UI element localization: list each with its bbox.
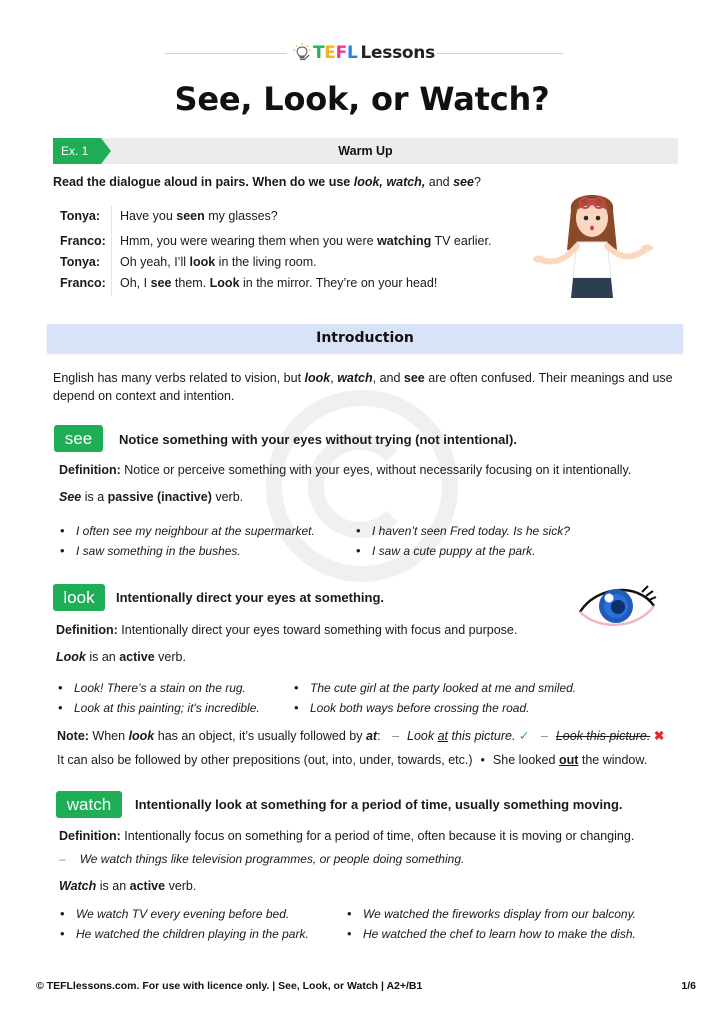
example-item: • The cute girl at the party looked at me and smiled.: [290, 678, 576, 698]
instruction-text: ?: [473, 175, 481, 189]
verb-heading-watch: Intentionally look at something for a period of time, usually something moving.: [135, 797, 623, 812]
line-text: Oh, I see them. Look in the mirror. They’re on your head!: [120, 276, 438, 290]
examples-watch-left: [56, 904, 309, 944]
example-item: • Look! There’s a stain on the rug.: [54, 678, 260, 698]
example-item: • We watch TV every evening before bed.: [56, 904, 309, 924]
exercise-title: Warm Up: [338, 144, 393, 158]
example-item: • I haven’t seen Fred today. Is he sick?: [352, 521, 570, 541]
instruction-text: and: [425, 175, 454, 189]
speaker: Franco:: [60, 234, 106, 248]
example-item: • I saw something in the bushes.: [56, 541, 315, 561]
line-text: Hmm, you were wearing them when you were watching TV earlier.: [120, 234, 492, 248]
note-prepositions: It can also be followed by other prepositions (out, into, under, towards, etc.) • She looked out the window.: [57, 753, 648, 767]
examples-look-right: [290, 678, 576, 718]
verb-type-watch: Watch is an active verb.: [59, 879, 197, 893]
page-number: 1/6: [681, 980, 696, 992]
logo-letter: T: [313, 43, 325, 63]
logo-header: [165, 42, 563, 64]
verb-badge-see: see: [54, 425, 103, 452]
example-item: • He watched the chef to learn how to make the dish.: [343, 924, 636, 944]
exercise-instruction: [53, 175, 481, 189]
example-item: • I saw a cute puppy at the park.: [352, 541, 570, 561]
line-text: Have you seen my glasses?: [120, 209, 278, 223]
logo-word: Lessons: [360, 43, 435, 63]
verb-type-see: See is a passive (inactive) verb.: [59, 490, 244, 504]
exercise-tag: Ex. 1: [53, 138, 101, 164]
note-look-at: Note: When look has an object, it’s usually followed by at: – Look at this picture. ✓ – Look this picture. ✖: [57, 729, 665, 743]
verb-badge-look: look: [53, 584, 105, 611]
footer-copyright: © TEFLlessons.com. For use with licence only. | See, Look, or Watch | A2+/B1: [36, 980, 423, 992]
definition-watch-sub: – We watch things like television programmes, or people doing something.: [59, 852, 465, 866]
cross-icon: ✖: [653, 729, 665, 743]
speaker: Tonya:: [60, 255, 101, 269]
tefl-lessons-logo: [293, 42, 435, 64]
line-text: Oh yeah, I’ll look in the living room.: [120, 255, 317, 269]
examples-see-right: [352, 521, 570, 561]
examples-see-left: [56, 521, 315, 561]
verb-heading-look: Intentionally direct your eyes at something.: [116, 590, 385, 605]
speaker: Franco:: [60, 276, 106, 290]
examples-look-left: [54, 678, 260, 718]
introduction-text: English has many verbs related to vision, but look, watch, and see are often confused. Their meanings and use depend on context and intention.: [53, 371, 673, 403]
example-item: • Look both ways before crossing the road.: [290, 698, 576, 718]
exercise-header: [53, 138, 678, 164]
instruction-word: see: [453, 175, 474, 189]
definition-look: Definition: Intentionally direct your eyes toward something with focus and purpose.: [56, 623, 518, 637]
speaker: Tonya:: [60, 209, 101, 223]
lightbulb-icon: [293, 43, 311, 63]
logo-letter: F: [335, 43, 347, 63]
verb-badge-watch: watch: [56, 791, 122, 818]
example-item: • I often see my neighbour at the supermarket.: [56, 521, 315, 541]
instruction-word: look,: [353, 175, 383, 189]
instruction-word: watch,: [386, 175, 426, 189]
logo-letter: E: [324, 43, 336, 63]
divider: [165, 53, 287, 54]
divider: [111, 206, 112, 296]
instruction-text: Read the dialogue aloud in pairs. When do we use: [53, 175, 354, 189]
example-item: • Look at this painting; it's incredible.: [54, 698, 260, 718]
eye-illustration: [576, 580, 658, 630]
girl-shrugging-illustration: [527, 180, 657, 298]
examples-watch-right: [343, 904, 636, 944]
verb-heading-see: Notice something with your eyes without trying (not intentional).: [119, 432, 517, 447]
example-item: • He watched the children playing in the park.: [56, 924, 309, 944]
definition-watch: Definition: Intentionally focus on something for a period of time, often because it is moving or changing.: [59, 829, 635, 843]
page-title: See, Look, or Watch?: [174, 80, 550, 118]
verb-type-look: Look is an active verb.: [56, 650, 186, 664]
section-header-introduction: Introduction: [47, 324, 683, 353]
definition-see: Definition: Notice or perceive something with your eyes, without necessarily focusing on it intentionally.: [59, 463, 632, 477]
logo-letter: L: [346, 43, 358, 63]
example-item: • We watched the fireworks display from our balcony.: [343, 904, 636, 924]
page-footer: [36, 980, 696, 992]
divider: [437, 53, 563, 54]
check-icon: ✓: [518, 729, 530, 743]
